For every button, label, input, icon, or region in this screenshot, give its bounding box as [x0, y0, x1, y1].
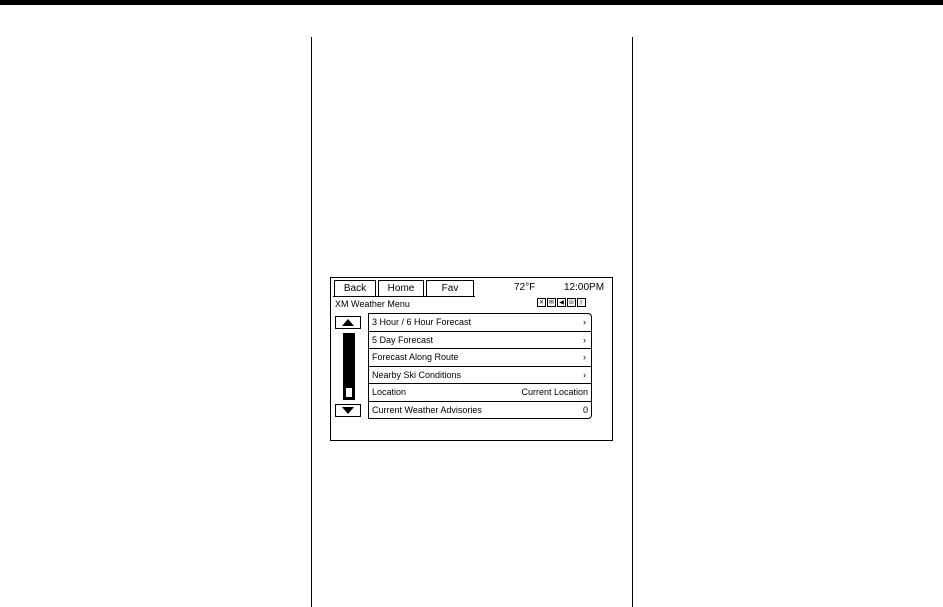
chevron-right-icon: › [583, 352, 586, 363]
bluetooth-icon: ᛒ [577, 298, 586, 307]
menu-item-5-day-forecast[interactable] [369, 332, 591, 350]
page-title: XM Weather Menu [335, 299, 410, 309]
scrollbar-track[interactable] [343, 333, 355, 400]
arrow-up-icon [342, 319, 354, 326]
scroll-up-button[interactable] [335, 316, 361, 329]
infotainment-screen [330, 277, 613, 441]
fav-button[interactable]: Fav [426, 280, 474, 296]
clock-readout: 12:00PM [564, 282, 605, 293]
menu-item-label: Nearby Ski Conditions [372, 369, 462, 380]
temperature-readout: 72°F [514, 282, 536, 293]
advisories-count: 0 [582, 404, 588, 415]
page-top-rule [0, 0, 943, 5]
message-icon: ✉ [548, 299, 555, 306]
satellite-icon: ✕ [538, 299, 545, 306]
menu-item-label: 3 Hour / 6 Hour Forecast [372, 317, 472, 327]
home-button[interactable]: Home [378, 280, 424, 296]
column-divider-right [632, 37, 633, 607]
menu-item-current-weather-advisories[interactable] [369, 402, 591, 420]
menu-item-forecast-along-route[interactable] [369, 349, 591, 367]
menu-item-3-6-hour-forecast[interactable] [369, 314, 591, 332]
arrow-down-icon [342, 407, 354, 414]
menu-item-location[interactable] [369, 384, 591, 402]
weather-menu-list [368, 313, 592, 419]
scrollbar-thumb[interactable] [345, 387, 353, 398]
phone-icon: ☏ [567, 299, 576, 306]
menu-item-label: Current Weather Advisories [372, 404, 482, 415]
speaker-muted-icon: ◀ [557, 298, 566, 307]
tab-baseline [333, 296, 475, 297]
menu-item-label: Forecast Along Route [372, 352, 459, 363]
column-divider-left [311, 37, 312, 607]
chevron-right-icon: › [583, 334, 586, 345]
chevron-right-icon: › [583, 369, 586, 380]
menu-item-nearby-ski-conditions[interactable] [369, 367, 591, 385]
scroll-down-button[interactable] [335, 404, 361, 417]
menu-item-label: Location [372, 387, 407, 398]
location-value: Current Location [521, 387, 588, 398]
menu-item-label: 5 Day Forecast [372, 334, 434, 345]
chevron-right-icon: › [583, 317, 586, 327]
back-button[interactable]: Back [334, 280, 376, 296]
status-icon-strip [537, 298, 586, 307]
